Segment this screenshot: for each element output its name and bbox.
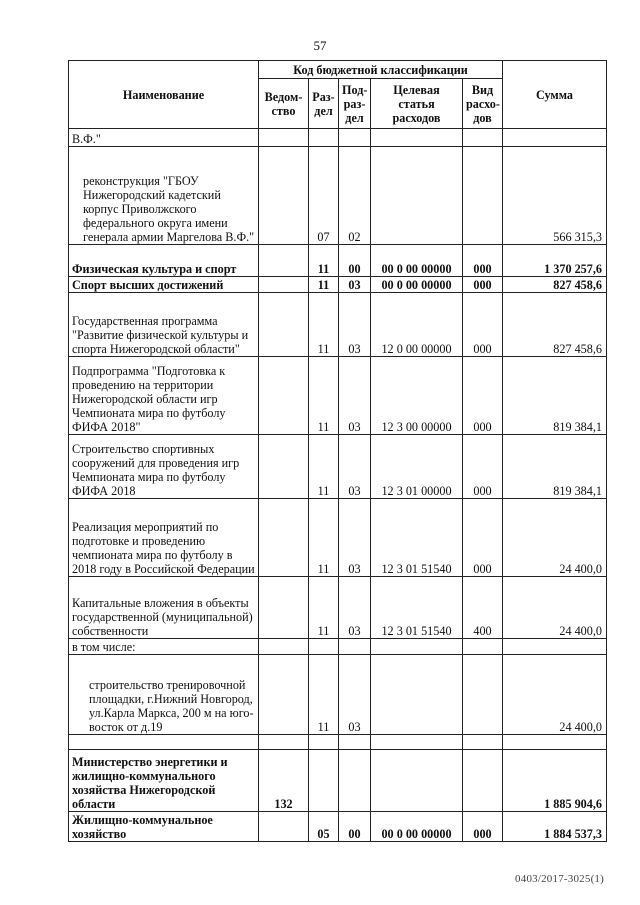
cell-name bbox=[69, 735, 259, 750]
cell-section: 11 bbox=[309, 245, 339, 277]
cell-sum bbox=[503, 735, 607, 750]
table-row bbox=[69, 655, 607, 735]
cell-name: Физическая культура и спорт bbox=[69, 245, 259, 277]
cell-subsection: 03 bbox=[339, 293, 371, 357]
table-row bbox=[69, 577, 607, 639]
cell-department bbox=[259, 147, 309, 245]
cell-department bbox=[259, 577, 309, 639]
cell-expense-type: 000 bbox=[463, 357, 503, 435]
cell-sum bbox=[503, 639, 607, 655]
budget-table bbox=[68, 60, 607, 842]
cell-expense-type bbox=[463, 639, 503, 655]
header-target-article: Целевая статья расходов bbox=[371, 79, 463, 129]
cell-target-article: 12 3 01 51540 bbox=[371, 577, 463, 639]
cell-target-article bbox=[371, 147, 463, 245]
header-sum: Сумма bbox=[503, 61, 607, 129]
header-department: Ведом-ство bbox=[259, 79, 309, 129]
table-row bbox=[69, 812, 607, 842]
table-row bbox=[69, 435, 607, 499]
cell-name: Реализация мероприятий по подготовке и проведению чемпионата мира по футболу в 2018 году в Российской Федерации bbox=[69, 499, 259, 577]
cell-department bbox=[259, 735, 309, 750]
cell-sum: 819 384,1 bbox=[503, 435, 607, 499]
cell-sum: 827 458,6 bbox=[503, 277, 607, 293]
cell-name: Государственная программа "Развитие физической культуры и спорта Нижегородской области" bbox=[69, 293, 259, 357]
cell-section: 05 bbox=[309, 812, 339, 842]
cell-expense-type: 400 bbox=[463, 577, 503, 639]
cell-sum: 24 400,0 bbox=[503, 577, 607, 639]
cell-subsection bbox=[339, 735, 371, 750]
cell-name: в том числе: bbox=[69, 639, 259, 655]
cell-section: 11 bbox=[309, 293, 339, 357]
cell-subsection: 03 bbox=[339, 655, 371, 735]
table-row bbox=[69, 499, 607, 577]
cell-subsection bbox=[339, 129, 371, 147]
cell-department bbox=[259, 812, 309, 842]
cell-department bbox=[259, 129, 309, 147]
cell-subsection: 03 bbox=[339, 357, 371, 435]
cell-name: Капитальные вложения в объекты государственной (муниципальной) собственности bbox=[69, 577, 259, 639]
cell-expense-type bbox=[463, 655, 503, 735]
cell-sum: 566 315,3 bbox=[503, 147, 607, 245]
cell-expense-type bbox=[463, 750, 503, 812]
cell-target-article: 12 3 01 51540 bbox=[371, 499, 463, 577]
cell-name: Спорт высших достижений bbox=[69, 277, 259, 293]
cell-name: В.Ф." bbox=[69, 129, 259, 147]
cell-name: Строительство спортивных сооружений для проведения игр Чемпионата мира по футболу ФИФА 2018 bbox=[69, 435, 259, 499]
table-row bbox=[69, 293, 607, 357]
table-row bbox=[69, 245, 607, 277]
cell-expense-type: 000 bbox=[463, 277, 503, 293]
table-row bbox=[69, 277, 607, 293]
table-row bbox=[69, 129, 607, 147]
cell-target-article: 00 0 00 00000 bbox=[371, 245, 463, 277]
cell-expense-type bbox=[463, 129, 503, 147]
header-classification-group: Код бюджетной классификации bbox=[259, 61, 503, 79]
cell-name: строительство тренировочной площадки, г.Нижний Новгород, ул.Карла Маркса, 200 м на юго-восток от д.19 bbox=[69, 655, 259, 735]
cell-target-article bbox=[371, 129, 463, 147]
cell-section: 11 bbox=[309, 277, 339, 293]
cell-department bbox=[259, 357, 309, 435]
cell-sum: 24 400,0 bbox=[503, 499, 607, 577]
cell-subsection bbox=[339, 639, 371, 655]
cell-subsection: 03 bbox=[339, 435, 371, 499]
cell-target-article bbox=[371, 655, 463, 735]
cell-expense-type: 000 bbox=[463, 245, 503, 277]
cell-name: Подпрограмма "Подготовка к проведению на территории Нижегородской области игр Чемпионата мира по футболу ФИФА 2018" bbox=[69, 357, 259, 435]
cell-section bbox=[309, 129, 339, 147]
document-code-footer: 0403/2017-3025(1) bbox=[515, 873, 604, 885]
cell-target-article: 12 0 00 00000 bbox=[371, 293, 463, 357]
cell-section: 11 bbox=[309, 499, 339, 577]
cell-target-article: 00 0 00 00000 bbox=[371, 277, 463, 293]
cell-target-article bbox=[371, 639, 463, 655]
header-name: Наименование bbox=[69, 61, 259, 129]
cell-sum: 827 458,6 bbox=[503, 293, 607, 357]
cell-subsection: 03 bbox=[339, 577, 371, 639]
cell-department bbox=[259, 277, 309, 293]
cell-section: 11 bbox=[309, 655, 339, 735]
cell-department: 132 bbox=[259, 750, 309, 812]
cell-expense-type bbox=[463, 147, 503, 245]
cell-department bbox=[259, 655, 309, 735]
header-expense-type: Вид расхо-дов bbox=[463, 79, 503, 129]
table-row bbox=[69, 147, 607, 245]
cell-subsection bbox=[339, 750, 371, 812]
cell-target-article: 00 0 00 00000 bbox=[371, 812, 463, 842]
cell-name: Министерство энергетики и жилищно-коммунального хозяйства Нижегородской области bbox=[69, 750, 259, 812]
cell-sum: 24 400,0 bbox=[503, 655, 607, 735]
table-row bbox=[69, 750, 607, 812]
cell-department bbox=[259, 245, 309, 277]
cell-section: 07 bbox=[309, 147, 339, 245]
page-number: 57 bbox=[313, 38, 327, 53]
table-row bbox=[69, 357, 607, 435]
cell-sum: 1 370 257,6 bbox=[503, 245, 607, 277]
cell-subsection: 00 bbox=[339, 245, 371, 277]
cell-sum: 819 384,1 bbox=[503, 357, 607, 435]
cell-target-article bbox=[371, 735, 463, 750]
cell-sum bbox=[503, 129, 607, 147]
cell-expense-type: 000 bbox=[463, 435, 503, 499]
header-subsection: Под-раз-дел bbox=[339, 79, 371, 129]
header-section: Раз-дел bbox=[309, 79, 339, 129]
cell-expense-type: 000 bbox=[463, 812, 503, 842]
table-row bbox=[69, 639, 607, 655]
cell-expense-type: 000 bbox=[463, 293, 503, 357]
cell-subsection: 03 bbox=[339, 277, 371, 293]
cell-section bbox=[309, 735, 339, 750]
table-row bbox=[69, 735, 607, 750]
cell-name: Жилищно-коммунальное хозяйство bbox=[69, 812, 259, 842]
cell-name: реконструкция "ГБОУ Нижегородский кадетский корпус Приволжского федерального округа имени генерала армии Маргелова В.Ф." bbox=[69, 147, 259, 245]
cell-subsection: 02 bbox=[339, 147, 371, 245]
cell-sum: 1 885 904,6 bbox=[503, 750, 607, 812]
cell-department bbox=[259, 639, 309, 655]
cell-subsection: 03 bbox=[339, 499, 371, 577]
cell-expense-type: 000 bbox=[463, 499, 503, 577]
cell-department bbox=[259, 435, 309, 499]
cell-sum: 1 884 537,3 bbox=[503, 812, 607, 842]
cell-target-article: 12 3 01 00000 bbox=[371, 435, 463, 499]
cell-target-article bbox=[371, 750, 463, 812]
cell-department bbox=[259, 293, 309, 357]
cell-section bbox=[309, 750, 339, 812]
cell-section: 11 bbox=[309, 577, 339, 639]
cell-expense-type bbox=[463, 735, 503, 750]
cell-target-article: 12 3 00 00000 bbox=[371, 357, 463, 435]
cell-section: 11 bbox=[309, 435, 339, 499]
cell-subsection: 00 bbox=[339, 812, 371, 842]
cell-section bbox=[309, 639, 339, 655]
cell-section: 11 bbox=[309, 357, 339, 435]
cell-department bbox=[259, 499, 309, 577]
